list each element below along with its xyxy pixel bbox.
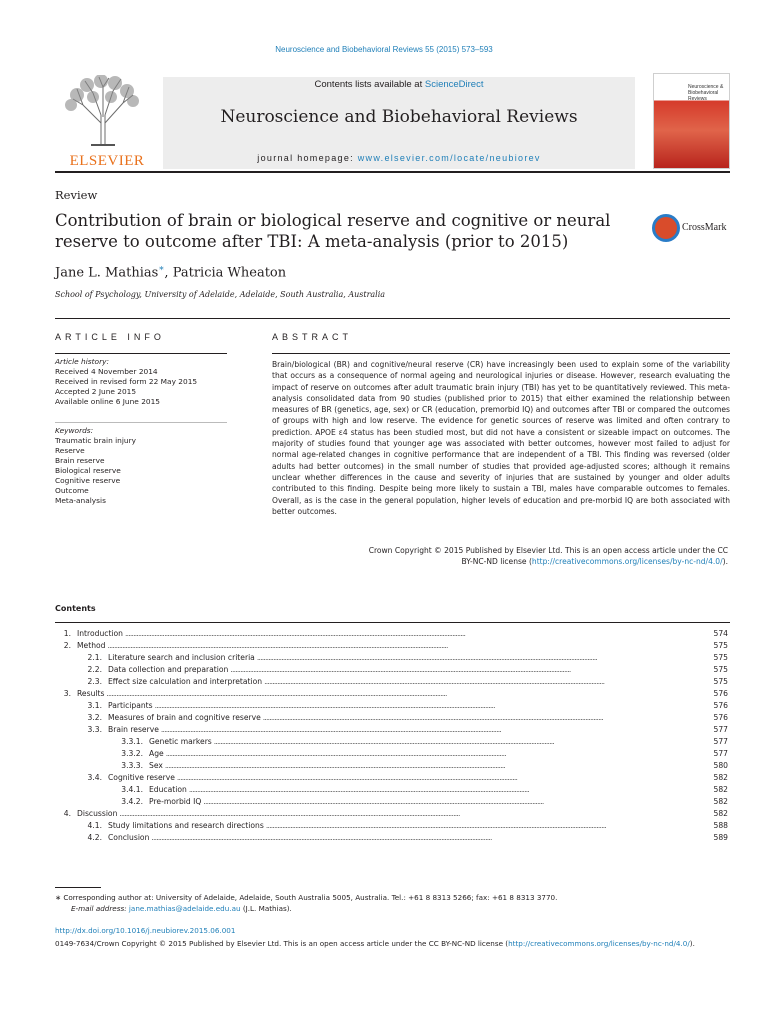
toc-number: 1. — [63, 629, 71, 638]
divider — [55, 353, 227, 354]
toc-number: 4.1. — [87, 821, 102, 830]
toc-number: 2.1. — [87, 653, 102, 662]
copyright-license-line — [272, 556, 728, 567]
toc-number: 2. — [63, 641, 71, 650]
toc-leader — [149, 832, 706, 844]
keywords-label: Keywords: — [55, 426, 94, 435]
toc-title[interactable]: Age — [149, 749, 164, 758]
author-name[interactable]: Patricia Wheaton — [172, 265, 287, 281]
toc-title[interactable]: Introduction — [77, 629, 123, 638]
toc-number: 3.2. — [87, 713, 102, 722]
journal-masthead — [55, 67, 730, 169]
toc-page-number: 576 — [713, 701, 728, 710]
divider — [55, 622, 730, 623]
toc-entry[interactable] — [55, 748, 728, 760]
journal-homepage — [163, 153, 635, 163]
contents-availability — [163, 79, 635, 90]
toc-title[interactable]: Cognitive reserve — [108, 773, 175, 782]
toc-number: 2.2. — [87, 665, 102, 674]
toc-page-number: 580 — [713, 761, 728, 770]
email-label: E-mail address: — [71, 904, 129, 913]
toc-title[interactable]: Method — [77, 641, 106, 650]
toc-entry[interactable] — [55, 832, 728, 844]
toc-leader — [262, 676, 706, 688]
journal-cover-image[interactable] — [653, 73, 730, 169]
toc-entry[interactable] — [55, 688, 728, 700]
license-link[interactable]: http://creativecommons.org/licenses/by-nc-nd/4.0/ — [531, 557, 723, 567]
article-history — [55, 357, 227, 407]
journal-name[interactable]: Neuroscience and Biobehavioral Reviews — [220, 107, 578, 127]
toc-entry[interactable] — [55, 628, 728, 640]
table-of-contents — [55, 628, 728, 844]
license-prefix: BY-NC-ND license ( — [461, 557, 532, 567]
toc-entry[interactable] — [55, 724, 728, 736]
toc-number: 3.4.1. — [121, 785, 143, 794]
toc-number: 3. — [63, 689, 71, 698]
history-item: Received 4 November 2014 — [55, 367, 158, 376]
toc-title[interactable]: Education — [149, 785, 187, 794]
author-name[interactable]: Jane L. Mathias — [55, 265, 159, 281]
toc-entry[interactable] — [55, 652, 728, 664]
toc-page-number: 575 — [713, 641, 728, 650]
toc-page-number: 576 — [713, 713, 728, 722]
toc-leader — [228, 664, 706, 676]
toc-page-number: 577 — [713, 725, 728, 734]
toc-number: 3.3.2. — [121, 749, 143, 758]
toc-number: 4. — [63, 809, 71, 818]
toc-number: 3.3.1. — [121, 737, 143, 746]
keyword: Meta-analysis — [55, 496, 106, 505]
keyword: Cognitive reserve — [55, 476, 121, 485]
toc-page-number: 575 — [713, 653, 728, 662]
corresponding-author-note — [55, 892, 728, 903]
keyword: Brain reserve — [55, 456, 105, 465]
license-url[interactable]: http://creativecommons.org/licenses/by-nc-nd/4.0/ — [508, 939, 690, 948]
divider — [55, 422, 227, 423]
toc-entry[interactable] — [55, 772, 728, 784]
history-label: Article history: — [55, 357, 109, 366]
affiliation: School of Psychology, University of Adelaide, Adelaide, South Australia, Australia — [55, 290, 386, 299]
toc-entry[interactable] — [55, 676, 728, 688]
author-separator: , — [164, 265, 173, 281]
article-type: Review — [55, 188, 98, 202]
toc-leader — [261, 712, 706, 724]
toc-number: 3.4.2. — [121, 797, 143, 806]
keyword: Reserve — [55, 446, 85, 455]
toc-number: 4.2. — [87, 833, 102, 842]
cover-title: Neuroscience & Biobehavioral Reviews — [688, 84, 724, 102]
email-note — [71, 903, 744, 914]
toc-leader — [153, 700, 706, 712]
abstract-copyright — [272, 545, 728, 568]
keywords — [55, 426, 227, 506]
masthead-panel — [163, 77, 635, 169]
toc-leader — [105, 640, 706, 652]
footnote-mark: ∗ — [55, 893, 62, 902]
toc-title[interactable]: Data collection and preparation — [108, 665, 229, 674]
toc-number: 3.4. — [87, 773, 102, 782]
toc-number: 3.3.3. — [121, 761, 143, 770]
toc-leader — [187, 784, 706, 796]
abstract-heading: ABSTRACT — [272, 332, 353, 342]
license-text: 0149-7634/Crown Copyright © 2015 Published by Elsevier Ltd. This is an open access article under the CC BY-NC-ND license ( — [55, 939, 509, 948]
homepage-prefix: journal homepage: — [257, 153, 358, 163]
toc-leader — [255, 652, 706, 664]
elsevier-logo[interactable] — [55, 75, 159, 171]
toc-entry[interactable] — [55, 808, 728, 820]
toc-leader — [164, 748, 706, 760]
article-info-heading: ARTICLE INFO — [55, 332, 165, 342]
license-statement — [55, 938, 730, 949]
toc-page-number: 577 — [713, 737, 728, 746]
license-end: ). — [689, 939, 695, 948]
toc-number: 3.1. — [87, 701, 102, 710]
toc-leader — [163, 760, 706, 772]
toc-page-number: 582 — [713, 773, 728, 782]
toc-page-number: 576 — [713, 689, 728, 698]
license-suffix: ). — [722, 557, 728, 567]
toc-leader — [123, 628, 706, 640]
toc-title[interactable]: Literature search and inclusion criteria — [108, 653, 255, 662]
toc-title[interactable]: Genetic markers — [149, 737, 212, 746]
footnote-rule — [55, 887, 101, 888]
keyword: Traumatic brain injury — [55, 436, 137, 445]
header-rule — [55, 171, 730, 173]
toc-entry[interactable] — [55, 712, 728, 724]
article-title: Contribution of brain or biological reserve and cognitive or neural reserve to outcome after TBI: A meta-analysis (prior to 2015) — [55, 211, 611, 251]
divider — [272, 353, 730, 354]
toc-page-number: 589 — [713, 833, 728, 842]
history-item: Accepted 2 June 2015 — [55, 387, 137, 396]
crossmark-icon — [652, 214, 680, 242]
email-suffix: (J.L. Mathias). — [240, 904, 292, 913]
toc-entry[interactable] — [55, 700, 728, 712]
toc-page-number: 574 — [713, 629, 728, 638]
crossmark-button[interactable] — [652, 214, 732, 244]
toc-page-number: 582 — [713, 809, 728, 818]
history-item: Available online 6 June 2015 — [55, 397, 160, 406]
toc-title[interactable]: Study limitations and research directions — [108, 821, 264, 830]
toc-page-number: 582 — [713, 797, 728, 806]
toc-title[interactable]: Results — [77, 689, 105, 698]
divider — [55, 318, 730, 319]
toc-entry[interactable] — [55, 664, 728, 676]
copyright-line: Crown Copyright © 2015 Published by Elsevier Ltd. This is an open access article under the CC — [368, 546, 728, 555]
toc-entry[interactable] — [55, 736, 728, 748]
toc-leader — [264, 820, 706, 832]
history-item: Received in revised form 22 May 2015 — [55, 377, 198, 386]
toc-entry[interactable] — [55, 784, 728, 796]
corresponding-author-mark[interactable]: ∗ — [158, 264, 165, 274]
keyword: Outcome — [55, 486, 89, 495]
homepage-link[interactable]: www.elsevier.com/locate/neubiorev — [357, 153, 541, 163]
toc-leader — [212, 736, 706, 748]
toc-title[interactable]: Brain reserve — [108, 725, 159, 734]
toc-entry[interactable] — [55, 796, 728, 808]
toc-title[interactable]: Sex — [149, 761, 163, 770]
email-link[interactable]: jane.mathias@adelaide.edu.au — [128, 904, 241, 913]
doi-url[interactable]: http://dx.doi.org/10.1016/j.neubiorev.2015.06.001 — [55, 926, 236, 935]
toc-leader — [159, 724, 706, 736]
toc-title[interactable]: Effect size calculation and interpretation — [108, 677, 263, 686]
tree-icon — [63, 75, 143, 147]
contents-heading: Contents — [55, 604, 96, 613]
corresponding-author-text: Corresponding author at: University of Adelaide, Adelaide, South Australia 5005, Australia. Tel.: +61 8 8313 5266; fax: +61 8 8313 3770. — [61, 893, 558, 902]
author-list — [55, 264, 286, 280]
toc-title[interactable]: Pre-morbid IQ — [149, 797, 202, 806]
toc-title[interactable]: Measures of brain and cognitive reserve — [108, 713, 261, 722]
toc-leader — [117, 808, 706, 820]
toc-entry[interactable] — [55, 820, 728, 832]
toc-page-number: 577 — [713, 749, 728, 758]
toc-leader — [104, 688, 706, 700]
contents-prefix: Contents lists available at — [314, 79, 425, 90]
keyword: Biological reserve — [55, 466, 121, 475]
abstract-text: Brain/biological (BR) and cognitive/neural reserve (CR) have increasingly been used to explain some of the variability that occurs as a consequence of normal ageing and neurological injuries or disease. However, research evaluating the impact of reserve on outcomes after adult traumatic brain injury (TBI) has yet to be quantitatively reviewed. This meta-analysis consolidated data from 90 studies (published prior to 2015) that either examined the relationship between measures of BR (genetics, age, sex) or CR (education, premorbid IQ) and outcomes after TBI or compared the outcomes of groups with high and low reserve. The evidence for genetic sources of reserve was limited and often contrary to prediction. APOE ε4 status has been studied most, but did not have a consistent or sizeable impact on outcomes. The majority of studies found that younger age was associated with better outcomes, however most failed to adjust for normal age-related changes in cognitive performance that are independent of a TBI. This finding was reversed (older adults had better outcomes) in the small number of studies that provided age-adjusted scores; although it remains unclear whether differences in the cause and severity of injuries that are sustained by younger and older adults contributed to this finding. Despite being more likely to sustain a TBI, males have comparable outcomes to females. Overall, as is the case in the general population, higher levels of education and pre-morbid IQ are both associated with better outcomes. — [272, 360, 730, 516]
toc-title[interactable]: Participants — [108, 701, 153, 710]
toc-page-number: 575 — [713, 665, 728, 674]
toc-leader — [201, 796, 706, 808]
toc-title[interactable]: Discussion — [77, 809, 118, 818]
sciencedirect-link[interactable]: ScienceDirect — [424, 79, 484, 90]
toc-number: 3.3. — [87, 725, 102, 734]
crossmark-label: CrossMark — [682, 222, 727, 233]
toc-title[interactable]: Conclusion — [108, 833, 150, 842]
toc-entry[interactable] — [55, 640, 728, 652]
toc-leader — [175, 772, 706, 784]
toc-page-number: 575 — [713, 677, 728, 686]
toc-page-number: 582 — [713, 785, 728, 794]
elsevier-wordmark: ELSEVIER — [69, 153, 145, 169]
doi-link[interactable] — [55, 926, 235, 935]
toc-entry[interactable] — [55, 760, 728, 772]
toc-number: 2.3. — [87, 677, 102, 686]
journal-citation[interactable]: Neuroscience and Biobehavioral Reviews 55 (2015) 573–593 — [275, 45, 493, 54]
toc-page-number: 588 — [713, 821, 728, 830]
